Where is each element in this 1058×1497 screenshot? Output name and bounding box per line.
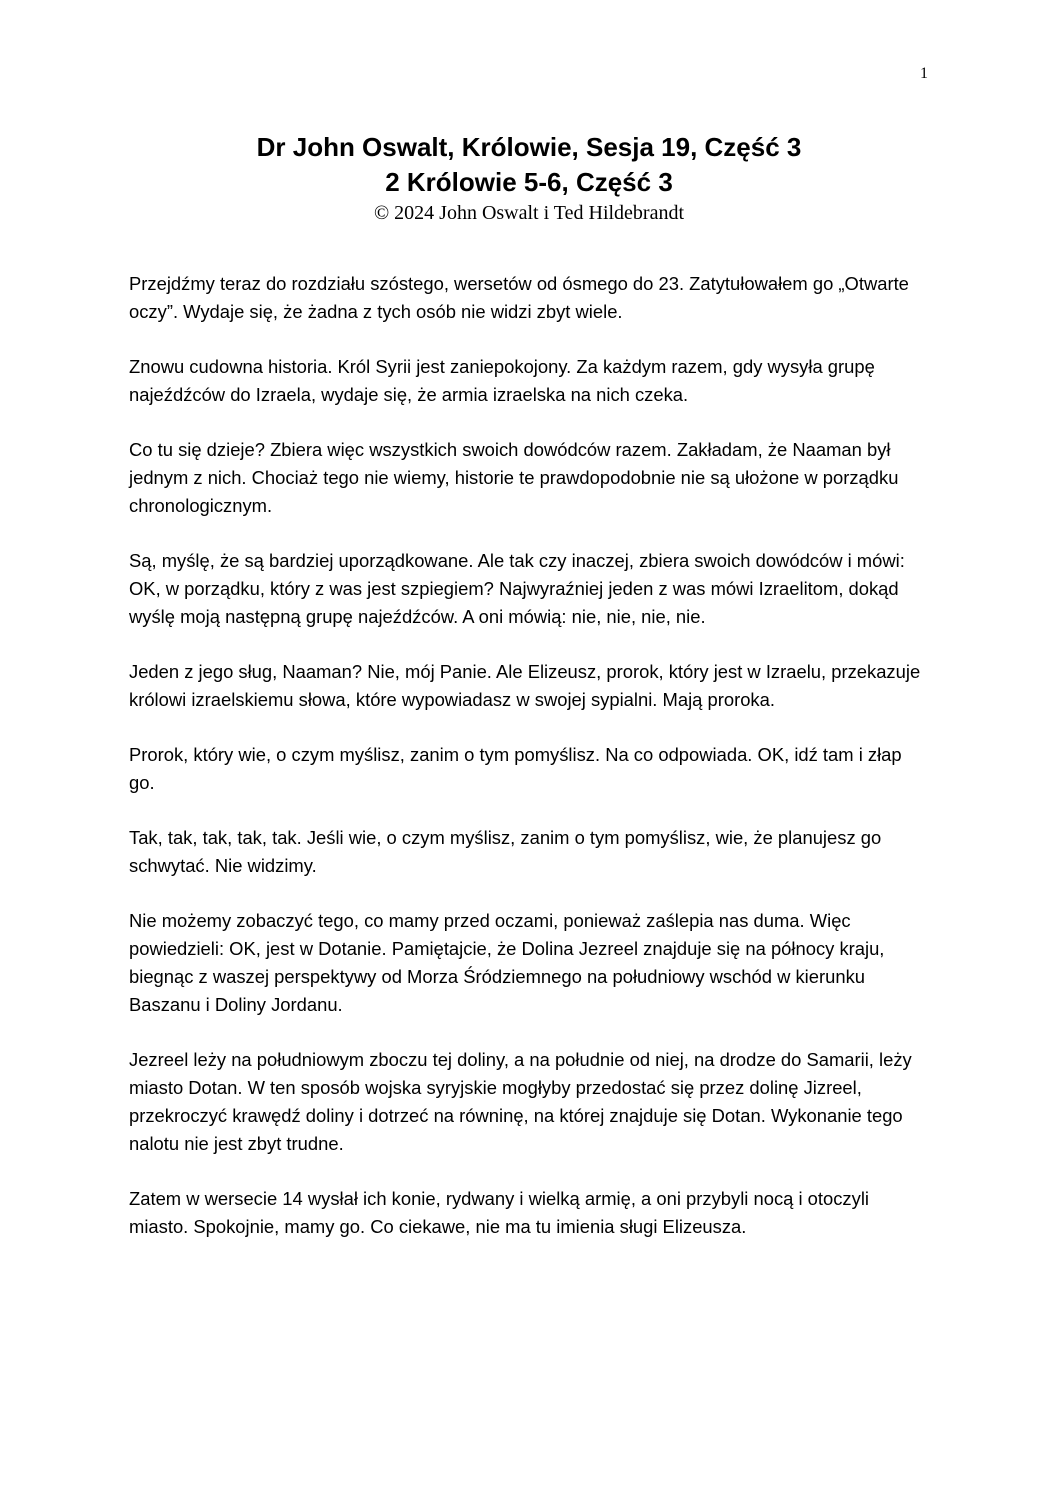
copyright-notice: © 2024 John Oswalt i Ted Hildebrandt xyxy=(373,202,685,224)
document-title: Dr John Oswalt, Królowie, Sesja 19, Część 3 xyxy=(256,132,802,162)
paragraph: Nie możemy zobaczyć tego, co mamy przed oczami, ponieważ zaślepia nas duma. Więc powiedzieli: OK, jest w Dotanie. Pamiętajcie, że Dolina Jezreel znajduje się na północy kraju, biegnąc z waszej perspektywy od Morza Śródziemnego na południowy wschód w kierunku Baszanu i Doliny Jordanu. xyxy=(129,910,885,1015)
document-header xyxy=(0,130,1058,227)
paragraph: Tak, tak, tak, tak, tak. Jeśli wie, o czym myślisz, zanim o tym pomyślisz, wie, że planujesz go schwytać. Nie widzimy. xyxy=(129,827,882,876)
paragraph: Przejdźmy teraz do rozdziału szóstego, wersetów od ósmego do 23. Zatytułowałem go „Otwarte oczy”. Wydaje się, że żadna z tych osób nie widzi zbyt wiele. xyxy=(129,273,909,322)
document-subtitle: 2 Królowie 5-6, Część 3 xyxy=(385,167,673,197)
paragraph: Są, myślę, że są bardziej uporządkowane. Ale tak czy inaczej, zbiera swoich dowódców i mówi: OK, w porządku, który z was jest szpiegiem? Najwyraźniej jeden z was mówi Izraelitom, dokąd wyślę moją następną grupę najeźdźców. A oni mówią: nie, nie, nie, nie. xyxy=(129,550,905,627)
paragraph: Co tu się dzieje? Zbiera więc wszystkich swoich dowódców razem. Zakładam, że Naaman był jednym z nich. Chociaż tego nie wiemy, historie te prawdopodobnie nie są ułożone w porządku chronologicznym. xyxy=(129,439,899,516)
paragraph: Znowu cudowna historia. Król Syrii jest zaniepokojony. Za każdym razem, gdy wysyła grupę najeźdźców do Izraela, wydaje się, że armia izraelska na nich czeka. xyxy=(129,356,875,405)
paragraph: Prorok, który wie, o czym myślisz, zanim o tym pomyślisz. Na co odpowiada. OK, idź tam i złap go. xyxy=(129,744,902,793)
page-number: 1 xyxy=(920,65,928,82)
paragraph: Zatem w wersecie 14 wysłał ich konie, rydwany i wielką armię, a oni przybyli nocą i otoczyli miasto. Spokojnie, mamy go. Co ciekawe, nie ma tu imienia sługi Elizeusza. xyxy=(129,1188,869,1237)
document-body xyxy=(129,270,929,1268)
paragraph: Jeden z jego sług, Naaman? Nie, mój Panie. Ale Elizeusz, prorok, który jest w Izraelu, przekazuje królowi izraelskiemu słowa, które wypowiadasz w swojej sypialni. Mają proroka. xyxy=(129,661,921,710)
paragraph: Jezreel leży na południowym zboczu tej doliny, a na południe od niej, na drodze do Samarii, leży miasto Dotan. W ten sposób wojska syryjskie mogłyby przedostać się przez dolinę Jizreel, przekroczyć krawędź doliny i dotrzeć na równinę, na której znajduje się Dotan. Wykonanie tego nalotu nie jest zbyt trudne. xyxy=(129,1049,912,1154)
